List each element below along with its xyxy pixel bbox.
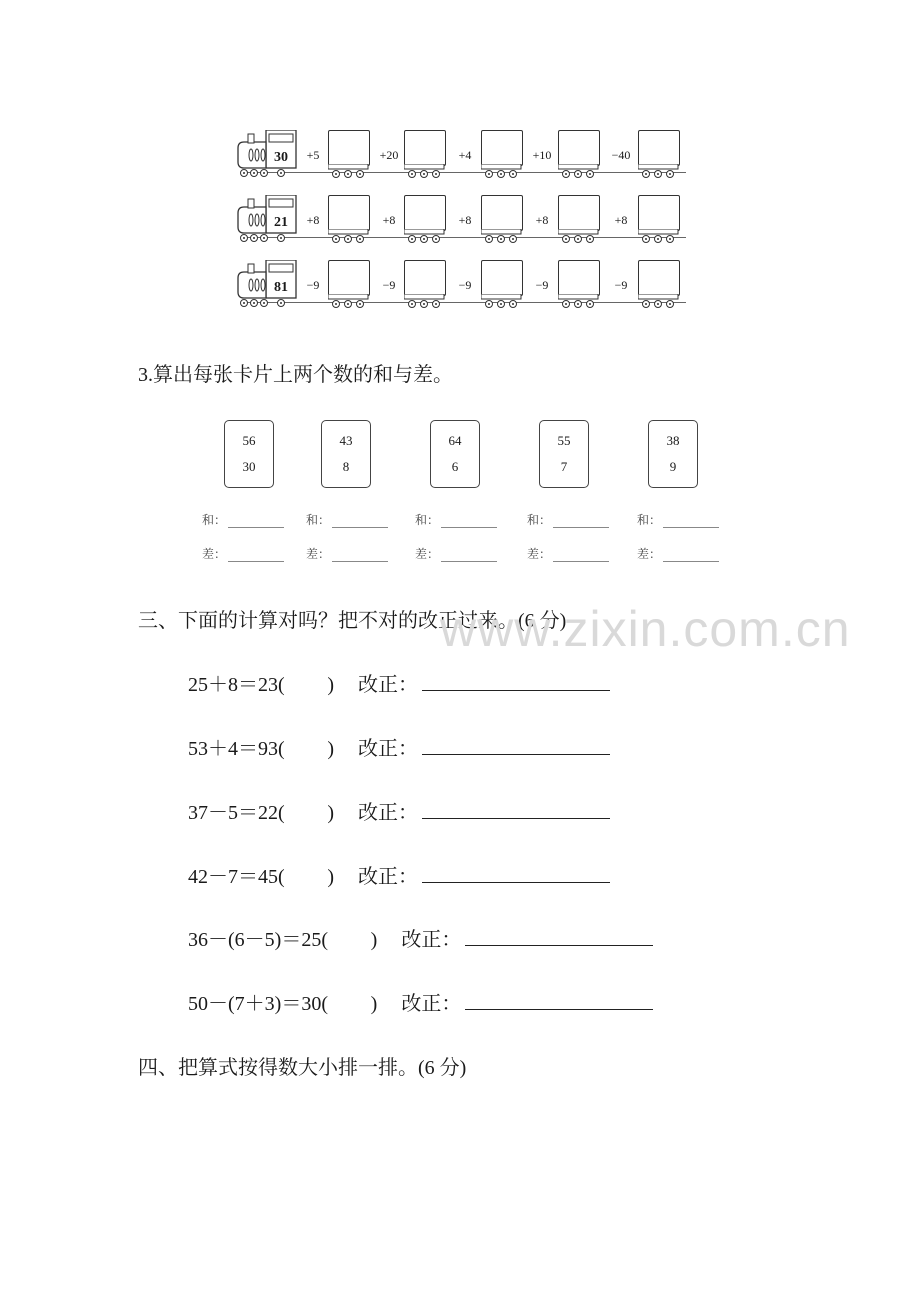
fix-label: 改正： <box>358 802 418 824</box>
diff-label: 差： <box>637 547 662 561</box>
part4-title: 四、把算式按得数大小排一排。(6 分) <box>138 1057 467 1079</box>
answer-box[interactable] <box>481 195 523 231</box>
train-car <box>558 260 602 318</box>
answer-box[interactable] <box>328 260 370 296</box>
answer-box[interactable] <box>404 260 446 296</box>
sum-answer-line[interactable] <box>663 527 719 528</box>
answer-box[interactable] <box>328 130 370 166</box>
train-car <box>638 195 682 253</box>
diff-answer-line[interactable] <box>553 561 609 562</box>
fix-label: 改正： <box>401 929 462 951</box>
train-operation: +8 <box>458 213 472 227</box>
answer-box[interactable] <box>481 260 523 296</box>
train-car <box>404 195 448 253</box>
card-number-bottom: 30 <box>242 459 256 474</box>
sum-label: 和： <box>202 513 227 527</box>
equation-text: 53＋4＝93 <box>188 738 278 760</box>
train-car <box>481 130 525 188</box>
answer-box[interactable] <box>558 130 600 166</box>
engine-start-number: 21 <box>274 215 288 230</box>
engine-start-number: 81 <box>274 280 288 295</box>
sum-label: 和： <box>637 513 662 527</box>
train-operation: +10 <box>532 148 552 162</box>
fix-answer-line[interactable] <box>422 672 610 691</box>
fix-label: 改正： <box>401 993 462 1015</box>
train-operation: +20 <box>379 148 399 162</box>
card-number-bottom: 9 <box>669 459 677 474</box>
answer-box[interactable] <box>328 195 370 231</box>
answer-box[interactable] <box>404 195 446 231</box>
answer-box[interactable] <box>558 195 600 231</box>
train-operation: +8 <box>306 213 320 227</box>
answer-box[interactable] <box>558 260 600 296</box>
number-card <box>539 420 589 488</box>
diff-label: 差： <box>306 547 331 561</box>
train-operation: −9 <box>382 278 396 292</box>
train-operation: −9 <box>535 278 549 292</box>
fix-label: 改正： <box>358 738 418 760</box>
equation-row <box>188 668 610 697</box>
equation-text: 37－5＝22 <box>188 802 278 824</box>
train-car <box>481 195 525 253</box>
answer-box[interactable] <box>638 195 680 231</box>
judgement-blank[interactable]: ( ) <box>278 674 334 696</box>
answer-box[interactable] <box>404 130 446 166</box>
sum-label: 和： <box>306 513 331 527</box>
equation-text: 36－(6－5)＝25 <box>188 929 322 951</box>
train-car <box>404 130 448 188</box>
sum-label: 和： <box>415 513 440 527</box>
card-number-top: 43 <box>339 433 353 448</box>
equation-row <box>188 732 610 761</box>
equation-text: 42－7＝45 <box>188 866 278 888</box>
fix-answer-line[interactable] <box>422 800 610 819</box>
sum-answer-line[interactable] <box>441 527 497 528</box>
fix-answer-line[interactable] <box>465 991 653 1010</box>
train-row <box>236 260 686 318</box>
sum-label: 和： <box>527 513 552 527</box>
section3-title: 3.算出每张卡片上两个数的和与差。 <box>138 364 453 386</box>
sum-answer-line[interactable] <box>228 527 284 528</box>
fix-label: 改正： <box>358 674 418 696</box>
diff-label: 差： <box>415 547 440 561</box>
diff-answer-line[interactable] <box>332 561 388 562</box>
train-row <box>236 195 686 253</box>
train-operation: +8 <box>614 213 628 227</box>
sum-answer-line[interactable] <box>332 527 388 528</box>
fix-label: 改正： <box>358 866 418 888</box>
number-card <box>224 420 274 488</box>
train-operation: −9 <box>458 278 472 292</box>
fix-answer-line[interactable] <box>422 736 610 755</box>
train-car <box>558 195 602 253</box>
sum-answer-line[interactable] <box>553 527 609 528</box>
diff-answer-line[interactable] <box>441 561 497 562</box>
train-engine-icon <box>236 195 296 253</box>
equation-row <box>188 923 653 952</box>
judgement-blank[interactable]: ( ) <box>278 802 334 824</box>
train-operation: +8 <box>535 213 549 227</box>
card-number-top: 64 <box>448 433 462 448</box>
train-car <box>638 130 682 188</box>
train-car <box>558 130 602 188</box>
equation-text: 25＋8＝23 <box>188 674 278 696</box>
number-card <box>430 420 480 488</box>
answer-box[interactable] <box>481 130 523 166</box>
diff-answer-line[interactable] <box>228 561 284 562</box>
card-number-top: 38 <box>666 433 680 448</box>
equation-row <box>188 796 610 825</box>
train-car <box>638 260 682 318</box>
card-number-bottom: 6 <box>451 459 459 474</box>
card-number-top: 55 <box>557 433 571 448</box>
watermark: www.zixin.com.cn <box>440 601 851 657</box>
train-engine-icon <box>236 130 296 188</box>
equation-text: 50－(7＋3)＝30 <box>188 993 322 1015</box>
answer-box[interactable] <box>638 260 680 296</box>
judgement-blank[interactable]: ( ) <box>321 929 378 951</box>
train-operation: −40 <box>611 148 631 162</box>
diff-answer-line[interactable] <box>663 561 719 562</box>
train-operation: +8 <box>382 213 396 227</box>
fix-answer-line[interactable] <box>422 864 610 883</box>
number-card <box>648 420 698 488</box>
diff-label: 差： <box>527 547 552 561</box>
train-car <box>328 260 372 318</box>
train-rail <box>246 172 686 173</box>
judgement-blank[interactable]: ( ) <box>321 993 378 1015</box>
judgement-blank[interactable]: ( ) <box>278 866 334 888</box>
fix-answer-line[interactable] <box>465 927 653 946</box>
train-operation: +5 <box>306 148 320 162</box>
train-engine-icon <box>236 260 296 318</box>
equation-row <box>188 987 653 1016</box>
train-car <box>328 130 372 188</box>
card-number-top: 56 <box>242 433 256 448</box>
train-operation: −9 <box>306 278 320 292</box>
train-operation: +4 <box>458 148 472 162</box>
train-car <box>328 195 372 253</box>
train-rail <box>246 302 686 303</box>
train-rail <box>246 237 686 238</box>
number-card <box>321 420 371 488</box>
diff-label: 差： <box>202 547 227 561</box>
train-car <box>404 260 448 318</box>
engine-start-number: 30 <box>274 150 288 165</box>
train-row <box>236 130 686 188</box>
card-number-bottom: 8 <box>342 459 350 474</box>
part3-title: 三、下面的计算对吗？把不对的改正过来。(6 分) <box>138 610 567 632</box>
train-car <box>481 260 525 318</box>
judgement-blank[interactable]: ( ) <box>278 738 334 760</box>
train-operation: −9 <box>614 278 628 292</box>
card-number-bottom: 7 <box>560 459 568 474</box>
answer-box[interactable] <box>638 130 680 166</box>
equation-row <box>188 860 610 889</box>
